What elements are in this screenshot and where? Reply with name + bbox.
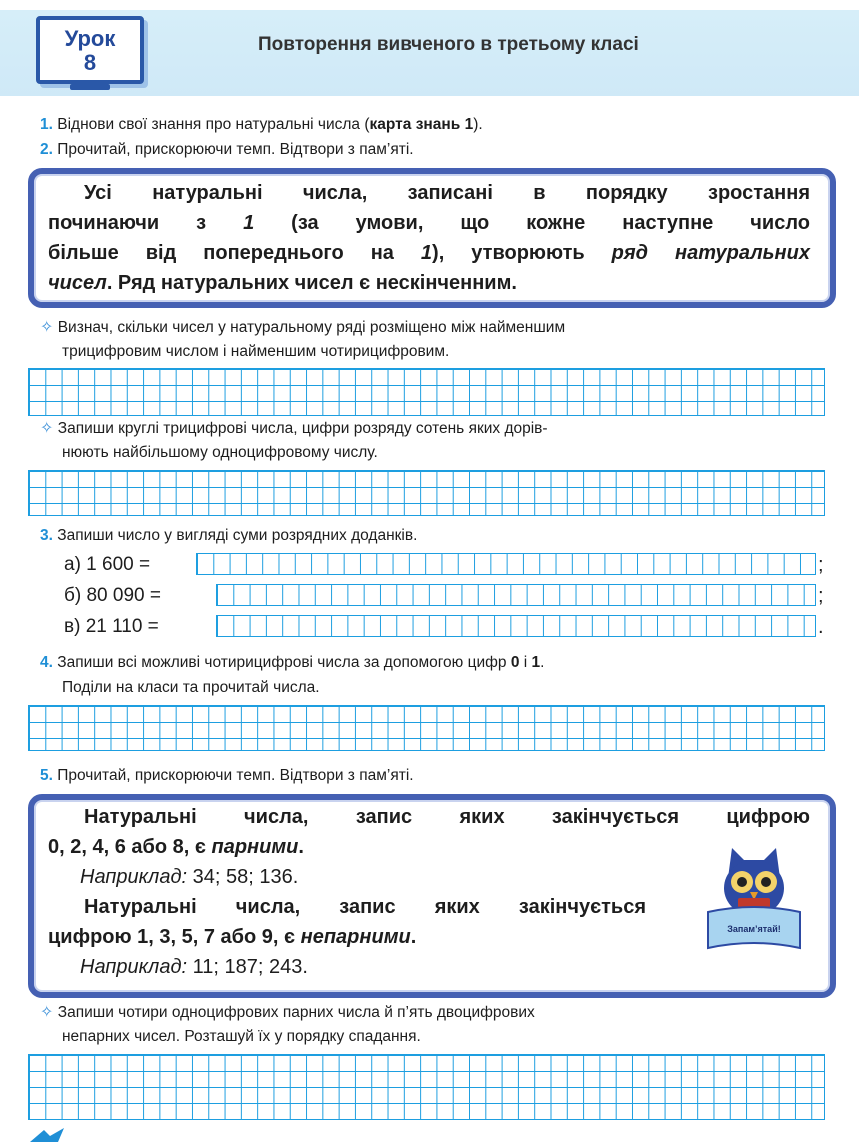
rule-line xyxy=(48,892,646,922)
item-punct: . xyxy=(818,616,824,638)
rule-italic: 1 xyxy=(243,212,255,234)
rule-line xyxy=(48,178,810,208)
rule-text: більше від попереднього на xyxy=(48,242,421,264)
task-text-end: ). xyxy=(473,116,483,133)
rule-line xyxy=(48,922,608,952)
page-title: Повторення вивченого в третьому класі xyxy=(258,34,639,55)
task-number: 3. xyxy=(40,527,53,544)
task-3 xyxy=(40,525,417,547)
rule-italic: ряд натуральних xyxy=(611,242,810,264)
lesson-number: 8 xyxy=(83,50,97,75)
rule-text: цифрою 1, 3, 5, 7 або 9, є xyxy=(48,926,301,948)
rule-italic: непарними xyxy=(300,926,411,948)
rule-text: Натуральні числа, запис яких закінчується xyxy=(84,896,646,918)
task-text: Віднови свої знання про натуральні числа ( xyxy=(57,116,370,133)
sum-item-label: б) 80 090 = xyxy=(64,585,161,606)
diamond-icon: ✧ xyxy=(40,1004,54,1021)
rule-text: . xyxy=(298,836,304,858)
digit: 0 xyxy=(510,654,520,671)
task-5 xyxy=(40,765,414,787)
example-values: 34; 58; 136. xyxy=(187,866,299,888)
task-number: 4. xyxy=(40,654,53,671)
rule-italic: чисел xyxy=(48,272,107,294)
sum-answer-field[interactable] xyxy=(216,584,816,606)
task-number: 2. xyxy=(40,141,53,158)
rule-line xyxy=(48,268,688,298)
answer-grid[interactable] xyxy=(28,368,825,416)
task-4 xyxy=(40,652,544,674)
diamond-icon: ✧ xyxy=(40,319,54,336)
task-1 xyxy=(40,114,483,136)
rule-text: 0, 2, 4, 6 або 8, є xyxy=(48,836,212,858)
subtask-2-line2: нюють найбільшому одноцифровому числу. xyxy=(62,444,378,461)
subtask-3-line2: непарних чисел. Розташуй їх у порядку спадання. xyxy=(62,1028,421,1045)
rule-line xyxy=(48,208,810,238)
task-text: Запиши число у вигляді суми розрядних доданків. xyxy=(57,527,418,544)
rule-text: Усі натуральні числа, записані в порядку зростання xyxy=(84,182,810,204)
task-text: Запиши всі можливі чотирицифрові числа за допомогою цифр xyxy=(57,654,511,671)
task-4-line2: Поділи на класи та прочитай числа. xyxy=(62,679,320,696)
rule-line xyxy=(48,832,548,862)
sum-item-label: в) 21 110 = xyxy=(64,616,159,637)
task-text: Прочитай, прискорюючи темп. Відтвори з пам’яті. xyxy=(57,141,414,158)
task-number: 1. xyxy=(40,116,53,133)
sum-item-label: а) 1 600 = xyxy=(64,554,151,575)
item-punct: ; xyxy=(818,585,824,607)
answer-grid[interactable] xyxy=(28,1054,825,1120)
example-label: Наприклад: xyxy=(80,866,188,888)
owl-mascot-icon xyxy=(694,838,814,968)
subtask-text: Визнач, скільки чисел у натуральному ряді розміщено між найменшим xyxy=(57,319,566,336)
rule-line xyxy=(48,802,810,832)
rule-line xyxy=(48,238,810,268)
task-bold-ref: карта знань 1 xyxy=(369,116,474,133)
task-2 xyxy=(40,139,414,161)
diamond-icon: ✧ xyxy=(40,420,54,437)
example-label: Наприклад: xyxy=(80,956,188,978)
subtask-1 xyxy=(40,317,565,339)
monitor-stand xyxy=(70,84,110,90)
sum-answer-field[interactable] xyxy=(196,553,816,575)
task-text: і xyxy=(519,654,532,671)
answer-grid[interactable] xyxy=(28,705,825,751)
rule-text: Натуральні числа, запис яких закінчується цифрою xyxy=(84,806,810,828)
digit: 1 xyxy=(531,654,541,671)
task-text: . xyxy=(540,654,545,671)
subtask-3 xyxy=(40,1002,535,1024)
rule-text: (за умови, що кожне наступне число xyxy=(254,212,810,234)
rule-text: . Ряд натуральних чисел є нескінченним. xyxy=(106,272,517,294)
subtask-text: Запиши чотири одноцифрових парних числа й п’ять двоцифрових xyxy=(57,1004,535,1021)
rule-text: . xyxy=(410,926,417,948)
task-text: Прочитай, прискорюючи темп. Відтвори з пам’яті. xyxy=(57,767,414,784)
rule-text: ), утворюють xyxy=(432,242,612,264)
remember-badge: Запам’ятай! xyxy=(727,924,781,934)
rule-text: починаючи з xyxy=(48,212,244,234)
rule-italic: 1 xyxy=(420,242,433,264)
subtask-text: Запиши круглі трицифрові числа, цифри розряду сотень яких дорів- xyxy=(57,420,548,437)
subtask-2 xyxy=(40,418,548,440)
example-values: 11; 187; 243. xyxy=(187,956,308,978)
sum-answer-field[interactable] xyxy=(216,615,816,637)
lesson-word: Урок xyxy=(64,26,116,51)
example-line xyxy=(80,862,298,892)
subtask-1-line2: трицифровим числом і найменшим чотирицифровим. xyxy=(62,343,450,360)
lesson-badge xyxy=(30,10,150,90)
answer-grid[interactable] xyxy=(28,470,825,516)
example-line xyxy=(80,952,308,982)
publisher-logo-icon xyxy=(28,1126,72,1144)
rule-italic: парними xyxy=(211,836,299,858)
item-punct: ; xyxy=(818,554,824,576)
task-number: 5. xyxy=(40,767,53,784)
